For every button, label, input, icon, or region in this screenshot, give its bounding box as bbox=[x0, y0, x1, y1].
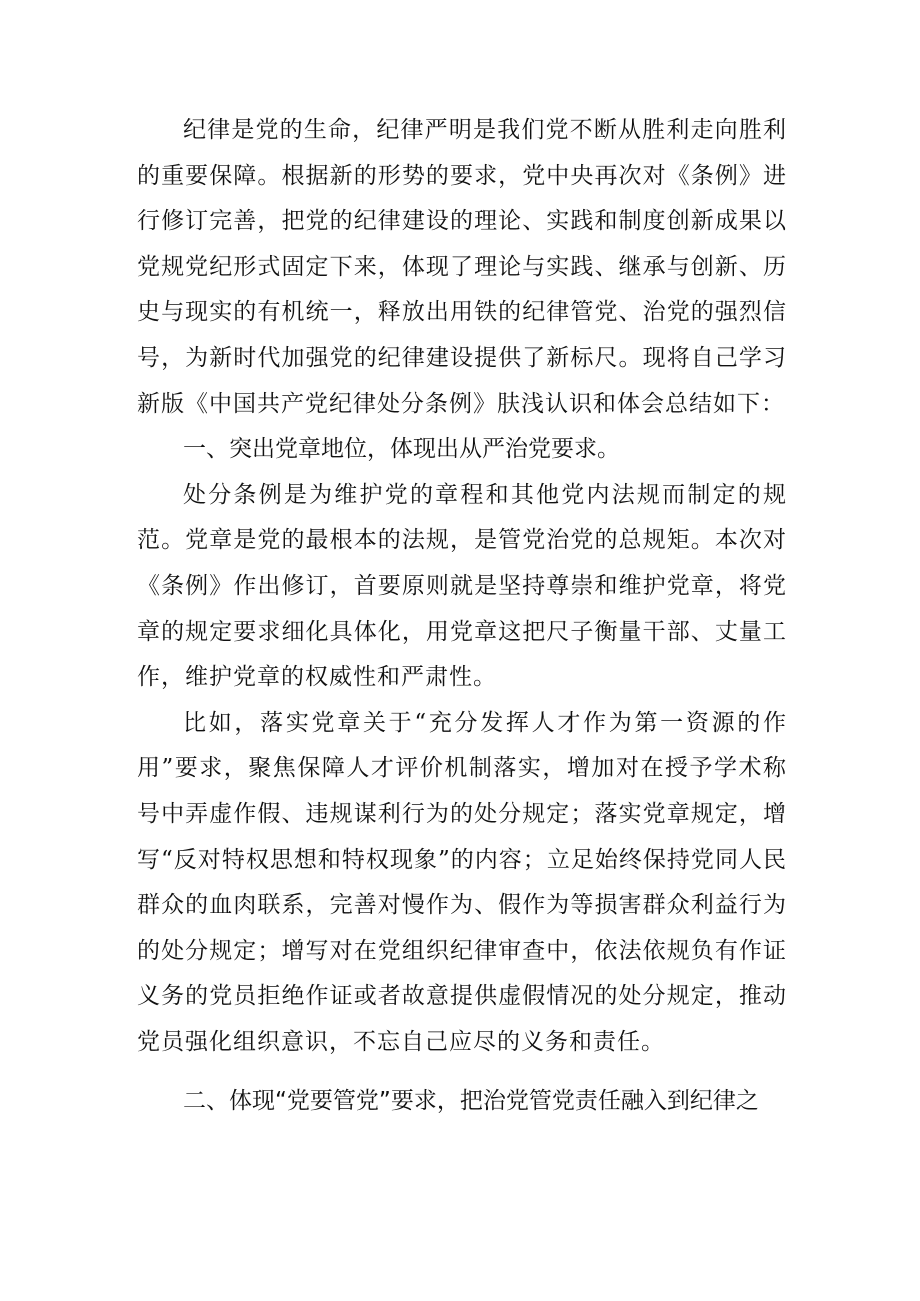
section-heading-1: 一、突出党章地位，体现出从严治党要求。 bbox=[183, 436, 620, 463]
intro-paragraph: 纪律是党的生命，纪律严明是我们党不断从胜利走向胜利的重要保障。根据新的形势的要求，党中央再次对《条例》进行修订完善，把党的纪律建设的理论、实践和制度创新成果以党规党纪形式固定下来，体现了理论与实践、继承与创新、历史与现实的有机统一，释放出用铁的纪律管党、治党的强烈信号，为新时代加强党的纪律建设提供了新标尺。现将自己学习新版《中国共产党纪律处分条例》肤浅认识和体会总结如下： bbox=[137, 117, 787, 417]
body-paragraph-party-constitution: 处分条例是为维护党的章程和其他党内法规而制定的规范。党章是党的最根本的法规，是管党治党的总规矩。本次对《条例》作出修订，首要原则就是坚持尊崇和维护党章，将党章的规定要求细化具体化，用党章这把尺子衡量干部、丈量工作，维护党章的权威性和严肃性。 bbox=[137, 481, 787, 691]
body-paragraph-examples: 比如，落实党章关于“充分发挥人才作为第一资源的作用”要求，聚焦保障人才评价机制落实，增加对在授予学术称号中弄虚作假、违规谋利行为的处分规定；落实党章规定，增写“反对特权思想和特权现象”的内容；立足始终保持党同人民群众的血肉联系，完善对慢作为、假作为等损害群众利益行为的处分规定；增写对在党组织纪律审查中，依法依规负有作证义务的党员拒绝作证或者故意提供虚假情况的处分规定，推动党员强化组织意识，不忘自己应尽的义务和责任。 bbox=[137, 709, 787, 1055]
section-heading-2: 二、体现“党要管党”要求，把治党管党责任融入到纪律之 bbox=[183, 1088, 759, 1115]
document-page bbox=[137, 108, 787, 1125]
